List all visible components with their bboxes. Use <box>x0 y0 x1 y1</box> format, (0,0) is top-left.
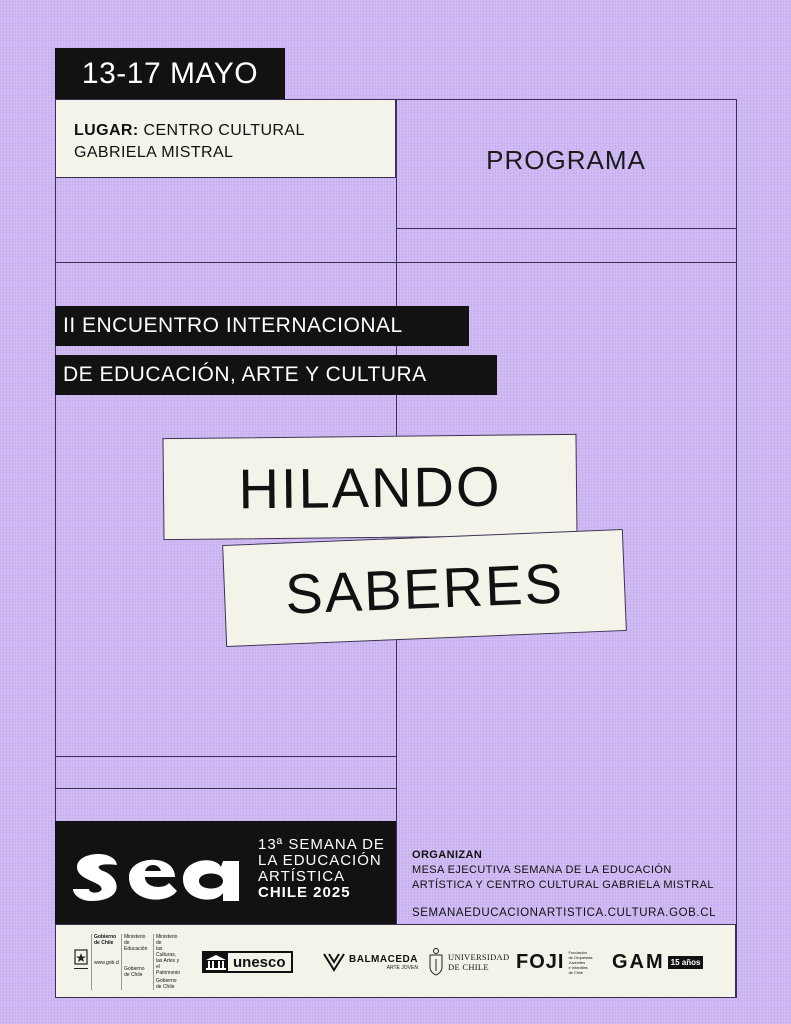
gob-g: las Artes y el <box>156 958 180 970</box>
subtitle-line1: II ENCUENTRO INTERNACIONAL <box>55 306 469 346</box>
venue-label: LUGAR: <box>74 122 139 139</box>
gob-j: Gobierno de Chile <box>124 966 145 978</box>
event-date: 13-17 MAYO <box>55 48 285 100</box>
organizers-heading: ORGANIZAN <box>412 849 483 861</box>
unesco-temple-icon <box>204 953 228 971</box>
foji-logo <box>516 925 592 999</box>
title-line2: SABERES <box>222 529 627 647</box>
sea-branding <box>55 821 396 924</box>
gob-a: Gobierno <box>94 934 117 940</box>
grid-line <box>55 262 737 263</box>
organizers <box>412 848 714 893</box>
gob-c: Ministerio de <box>124 934 146 946</box>
title-line1: HILANDO <box>162 434 577 540</box>
sea-edition-text <box>258 837 385 901</box>
balmaceda-logo <box>322 925 418 999</box>
website-link[interactable]: SEMANAEDUCACIONARTISTICA.CULTURA.GOB.CL <box>412 907 717 919</box>
sponsor-logos <box>55 924 736 998</box>
unesco-logo <box>202 925 293 999</box>
grid-line <box>55 756 396 757</box>
grid-line <box>55 788 396 789</box>
foji-text: FOJI <box>516 950 565 973</box>
uchile-logo <box>428 925 509 999</box>
uchile-crest-icon <box>428 947 444 977</box>
foji-sub2: de Orquestas <box>568 954 593 960</box>
balmaceda-mark-icon <box>322 950 346 974</box>
gam-logo <box>612 925 703 999</box>
grid-line <box>396 228 737 229</box>
venue-box <box>55 99 396 178</box>
program-label: PROGRAMA <box>486 145 646 175</box>
uchile-text2: DE CHILE <box>448 962 489 972</box>
foji-sub3: Juveniles <box>568 959 586 965</box>
gam-badge: 15 años <box>668 956 704 969</box>
gob-e: Ministerio de <box>156 934 178 946</box>
uchile-text1: UNIVERSIDAD <box>448 952 510 962</box>
gobierno-logo <box>74 925 186 999</box>
gob-i: www.gob.cl <box>94 960 120 966</box>
sea-line3: ARTÍSTICA <box>258 868 346 885</box>
subtitle-line2: DE EDUCACIÓN, ARTE Y CULTURA <box>55 355 497 395</box>
sea-line1: 13ª SEMANA DE <box>258 836 385 853</box>
foji-sub1: Fundación <box>568 949 588 955</box>
grid-line <box>736 99 737 998</box>
gob-b: de Chile <box>94 940 114 946</box>
gob-f: las Culturas, <box>156 946 177 958</box>
venue-name-line1: CENTRO CULTURAL <box>143 122 305 139</box>
sea-logo <box>71 839 251 909</box>
gob-d: Educación <box>124 946 148 952</box>
unesco-text: unesco <box>233 953 286 971</box>
grid-line <box>396 99 737 100</box>
coat-of-arms-icon <box>74 942 88 982</box>
balmaceda-sub: ARTE JOVEN <box>386 964 418 971</box>
foji-sub4: e Infantiles <box>568 964 588 970</box>
sea-line4: CHILE 2025 <box>258 884 351 901</box>
organizers-line1: MESA EJECUTIVA SEMANA DE LA EDUCACIÓN <box>412 864 672 876</box>
foji-sub5: de Chile <box>568 969 584 975</box>
organizers-line2: ARTÍSTICA Y CENTRO CULTURAL GABRIELA MISTRAL <box>412 879 714 891</box>
sea-line2: LA EDUCACIÓN <box>258 852 382 869</box>
balmaceda-text: BALMACEDA <box>349 953 418 965</box>
venue-name-line2: GABRIELA MISTRAL <box>74 144 234 161</box>
gam-text: GAM <box>612 950 665 973</box>
gob-k: Gobierno de Chile <box>156 978 177 990</box>
gob-h: Patrimonio <box>156 970 180 976</box>
